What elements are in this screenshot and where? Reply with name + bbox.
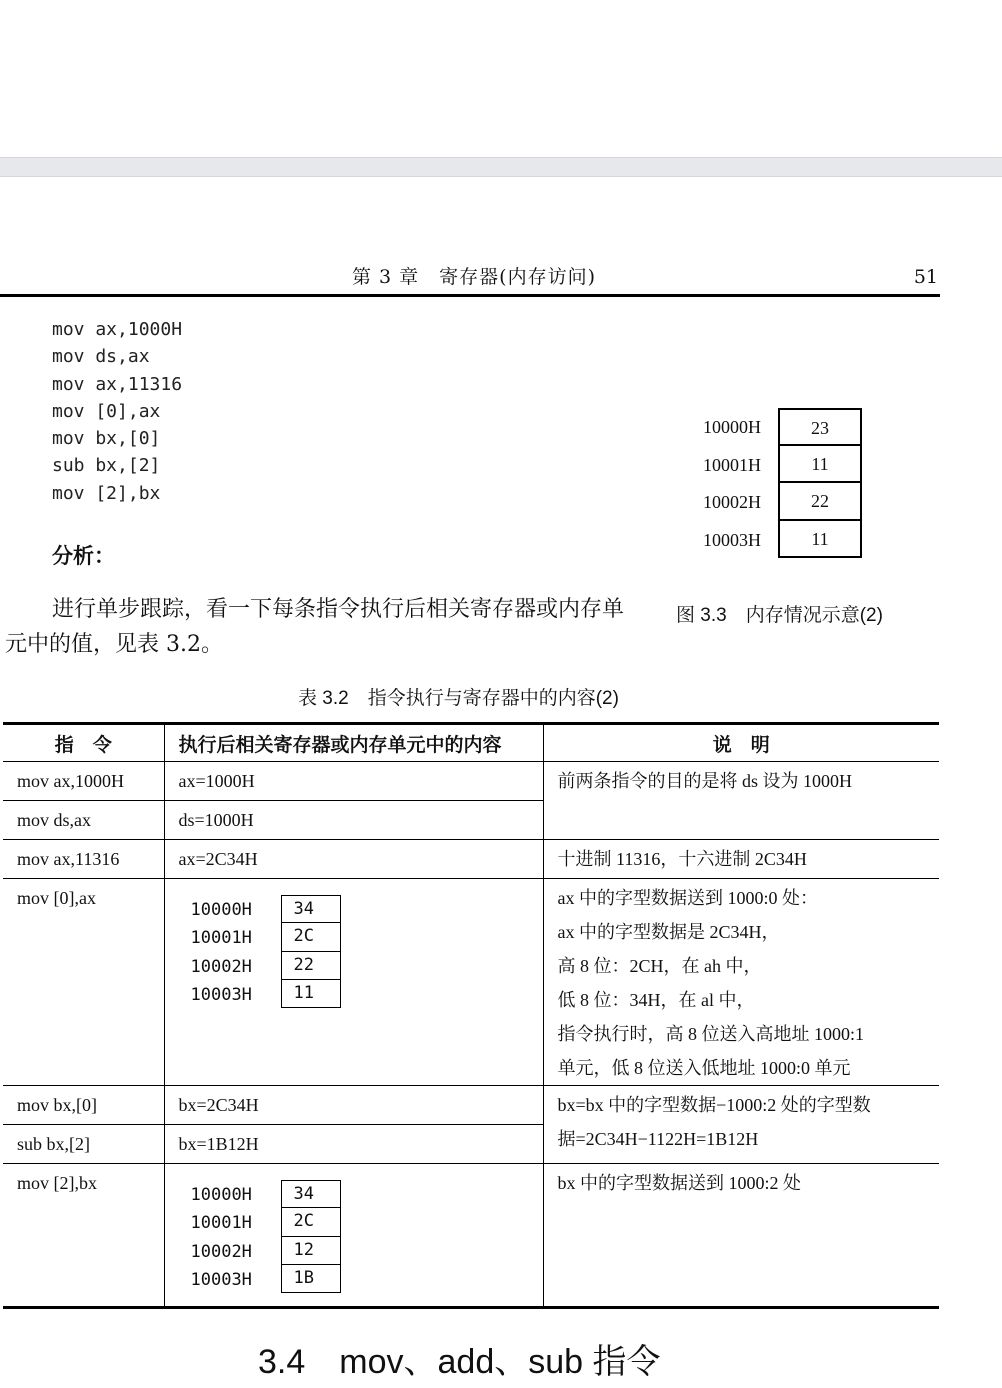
memory-address: 10003H	[703, 529, 761, 550]
code-line: mov bx,[0]	[52, 428, 161, 450]
memory-address: 10001H	[190, 1213, 252, 1234]
instruction-table	[3, 722, 939, 1309]
memory-address: 10003H	[190, 984, 252, 1005]
memory-address: 10002H	[190, 1241, 252, 1262]
chapter-title: 第 3 章 寄存器(内存访问)	[352, 266, 596, 288]
content-cell	[164, 879, 543, 1086]
memory-cell: 11	[281, 980, 341, 1008]
code-line: sub bx,[2]	[52, 455, 161, 477]
memory-cell: 34	[281, 895, 341, 923]
description-line: 低 8 位：34H，在 al 中，	[557, 990, 755, 1010]
memory-address: 10002H	[190, 956, 252, 977]
memory-row	[191, 980, 529, 1008]
header-description: 说 明	[543, 724, 939, 762]
memory-cell: 11	[778, 521, 862, 559]
content-cell: bx=1B12H	[164, 1125, 543, 1164]
table-caption: 表 3.2 指令执行与寄存器中的内容(2)	[298, 688, 619, 709]
memory-cell: 11	[778, 446, 862, 484]
memory-row	[191, 1237, 529, 1265]
memory-address: 10000H	[703, 417, 761, 437]
instruction-cell: mov ax,1000H	[3, 762, 164, 801]
code-line: mov [2],bx	[52, 482, 161, 504]
body-paragraph: 进行单步跟踪，看一下每条指令执行后相关寄存器或内存单元中的值，见表 3.2。	[5, 597, 625, 657]
code-line: mov ds,ax	[52, 346, 150, 368]
memory-row	[191, 923, 529, 951]
description-cell	[543, 1086, 939, 1164]
memory-row	[191, 1208, 529, 1236]
code-block	[52, 316, 182, 507]
memory-cell: 2C	[281, 923, 341, 951]
memory-cell: 34	[281, 1180, 341, 1208]
memory-address: 10000H	[190, 1185, 252, 1205]
memory-cell: 22	[778, 483, 862, 521]
content-cell	[164, 1164, 543, 1308]
description-line: 高 8 位：2CH，在 ah 中，	[557, 956, 762, 976]
header-instruction: 指 令	[3, 724, 164, 762]
memory-diagram	[191, 895, 529, 1008]
content-cell: ax=1000H	[164, 762, 543, 801]
description-cell: bx 中的字型数据送到 1000:2 处	[543, 1164, 939, 1308]
description-line: 据=2C34H−1122H=1B12H	[557, 1129, 759, 1149]
code-line: mov ax,1000H	[52, 319, 183, 340]
table-row	[3, 840, 939, 879]
memory-row	[191, 952, 529, 980]
running-head	[0, 260, 940, 297]
content-cell: ax=2C34H	[164, 840, 543, 879]
table-row	[3, 1086, 939, 1125]
code-line: mov ax,11316	[52, 373, 183, 395]
description-line: 指令执行时，高 8 位送入高地址 1000:1	[557, 1024, 864, 1044]
instruction-cell: mov [2],bx	[3, 1164, 164, 1308]
memory-address: 10001H	[190, 928, 252, 949]
description-cell	[543, 879, 939, 1086]
table-row	[3, 1164, 939, 1308]
table-header-row	[3, 724, 939, 762]
memory-cell: 2C	[281, 1208, 341, 1236]
content-cell: bx=2C34H	[164, 1086, 543, 1125]
memory-cell: 1B	[281, 1265, 341, 1293]
description-line: ax 中的字型数据是 2C34H，	[557, 922, 780, 942]
description-line: 单元，低 8 位送入低地址 1000:0 单元	[557, 1058, 851, 1078]
code-line: mov [0],ax	[52, 400, 161, 422]
table-row	[3, 762, 939, 801]
instruction-cell: sub bx,[2]	[3, 1125, 164, 1164]
memory-cell: 22	[281, 952, 341, 980]
description-cell: 十进制 11316，十六进制 2C34H	[543, 840, 939, 879]
memory-address: 10000H	[190, 900, 252, 920]
page-number: 51	[913, 266, 938, 288]
memory-cell: 23	[778, 408, 862, 446]
instruction-cell: mov bx,[0]	[3, 1086, 164, 1125]
analysis-heading: 分析：	[52, 545, 115, 568]
description-line: ax 中的字型数据送到 1000:0 处：	[557, 888, 818, 908]
memory-address: 10003H	[190, 1269, 252, 1290]
figure-caption: 图 3.3 内存情况示意(2)	[676, 605, 883, 626]
table-row	[3, 879, 939, 1086]
memory-row	[191, 895, 529, 923]
header-content: 执行后相关寄存器或内存单元中的内容	[164, 724, 543, 762]
viewer-toolbar-strip	[0, 157, 1002, 177]
description-line: bx=bx 中的字型数据−1000:2 处的字型数	[557, 1095, 871, 1115]
memory-address: 10002H	[703, 492, 761, 513]
content-cell: ds=1000H	[164, 801, 543, 840]
memory-row	[191, 1265, 529, 1293]
memory-row	[191, 1180, 529, 1208]
memory-address: 10001H	[703, 454, 761, 475]
section-title: 3.4 mov、add、sub 指令	[258, 1343, 661, 1381]
instruction-cell: mov [0],ax	[3, 879, 164, 1086]
memory-diagram	[191, 1180, 529, 1293]
instruction-cell: mov ax,11316	[3, 840, 164, 879]
instruction-cell: mov ds,ax	[3, 801, 164, 840]
description-cell: 前两条指令的目的是将 ds 设为 1000H	[543, 762, 939, 840]
memory-cell: 12	[281, 1237, 341, 1265]
